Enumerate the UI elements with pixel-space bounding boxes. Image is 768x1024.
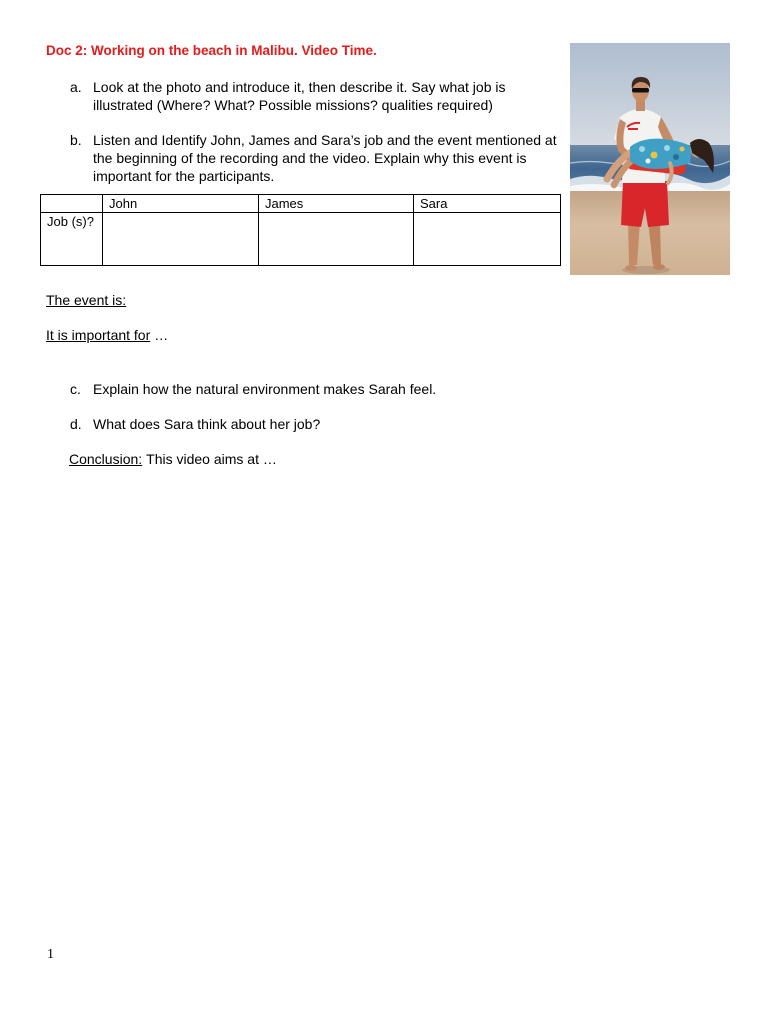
swimsuit-pattern	[646, 159, 651, 164]
question-line: Listen and Identify John, James and Sara’s job and the event mentioned at	[93, 132, 557, 148]
swimsuit-pattern	[673, 154, 679, 160]
answer-cell-sara	[414, 213, 561, 266]
page-number: 1	[47, 947, 54, 962]
lifeguard-photo	[570, 43, 730, 275]
column-header-sara: Sara	[414, 195, 561, 213]
swimsuit-pattern	[680, 147, 685, 152]
table-corner-cell	[41, 195, 103, 213]
column-header-john: John	[103, 195, 259, 213]
importance-label: It is important for	[46, 327, 151, 343]
question-line: illustrated (Where? What? Possible missions? qualities required)	[93, 97, 493, 113]
foot	[653, 264, 665, 270]
question-line: important for the participants.	[93, 168, 275, 184]
question-text	[93, 415, 320, 433]
column-header-james: James	[259, 195, 414, 213]
question-marker: b.	[70, 132, 82, 148]
shirt-logo-bar	[628, 128, 638, 130]
question-text	[93, 380, 436, 398]
foot	[625, 265, 637, 271]
question-marker: a.	[70, 79, 82, 95]
swimsuit-pattern	[664, 145, 670, 151]
event-line	[46, 291, 126, 309]
conclusion-text: This video aims at …	[146, 451, 277, 467]
swimsuit-pattern	[651, 152, 658, 159]
job-table	[40, 194, 561, 266]
conclusion-label: Conclusion:	[69, 451, 143, 467]
table-row	[41, 213, 561, 266]
question-marker: d.	[70, 416, 82, 432]
answer-cell-john	[103, 213, 259, 266]
question-line: What does Sara think about her job?	[93, 416, 321, 432]
swimsuit	[630, 139, 692, 169]
importance-ellipsis: …	[154, 327, 169, 343]
swimsuit-pattern	[639, 146, 645, 152]
importance-line	[46, 326, 168, 344]
question-line: the beginning of the recording and the video. Explain why this event is	[93, 150, 527, 166]
question-line: Explain how the natural environment makes Sarah feel.	[93, 381, 437, 397]
event-label: The event is:	[46, 292, 127, 308]
table-header-row	[41, 195, 561, 213]
question-line: Look at the photo and introduce it, then describe it. Say what job is	[93, 79, 506, 95]
question-text	[93, 78, 505, 114]
row-label-job: Job (s)?	[41, 213, 103, 266]
sunglasses	[632, 88, 649, 93]
doc-title: Doc 2: Working on the beach in Malibu. Video Time.	[46, 43, 377, 58]
conclusion-line	[69, 450, 277, 468]
answer-cell-james	[259, 213, 414, 266]
question-text	[93, 131, 557, 185]
question-marker: c.	[70, 381, 81, 397]
